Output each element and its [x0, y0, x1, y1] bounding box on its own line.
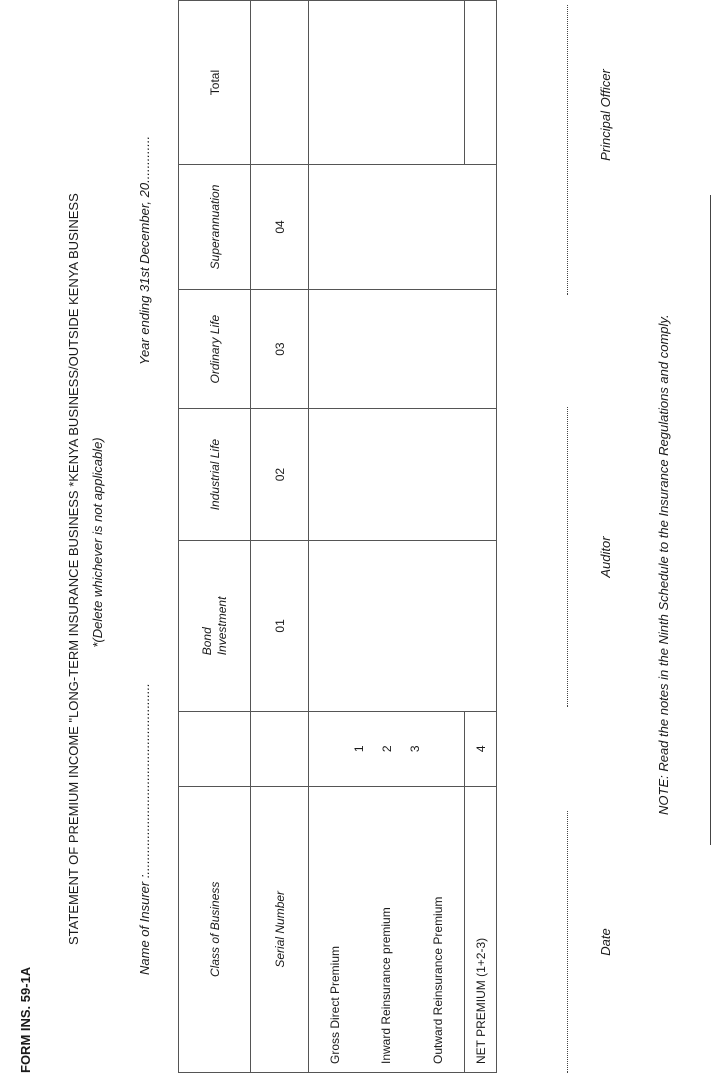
- year-ending-field: Year ending 31st December, 20.............: [137, 135, 152, 365]
- row-label-gross-direct: Gross Direct Premium: [327, 945, 342, 1064]
- serial-blank-cell: [251, 712, 309, 787]
- class-of-business-header: Class of Business: [179, 786, 251, 1072]
- form-title: STATEMENT OF PREMIUM INCOME "LONG-TERM INSURANCE BUSINESS *KENYA BUSINESS/OUTSIDE KENYA BUSINESS: [66, 193, 81, 945]
- row-serial-2: 2: [379, 745, 394, 753]
- cell-superannuation-net[interactable]: [465, 165, 497, 290]
- cell-bond-premiums[interactable]: [309, 540, 465, 711]
- column-header-row: [179, 1, 251, 1073]
- serial-02: 02: [251, 409, 309, 540]
- cell-ordinary-net[interactable]: [465, 289, 497, 409]
- row-serial-1: 1: [351, 745, 366, 753]
- officer-signature-line: [567, 5, 568, 295]
- serial-number-header: Serial Number: [251, 786, 309, 1072]
- serial-04: 04: [251, 165, 309, 290]
- col-header-bond-line2: Investment: [214, 596, 229, 656]
- serial-03: 03: [251, 289, 309, 409]
- col-header-total: Total: [179, 1, 251, 165]
- row-label-outward-reinsurance: Outward Reinsurance Premium: [431, 896, 446, 1064]
- col-header-industrial-life: Industrial Life: [179, 409, 251, 540]
- principal-officer-label: Principal Officer: [598, 69, 613, 161]
- col-header-ordinary-life: Ordinary Life: [179, 289, 251, 409]
- date-signature-line: [567, 811, 568, 1073]
- cell-bond-net[interactable]: [465, 540, 497, 711]
- cell-ordinary-premiums[interactable]: [309, 289, 465, 409]
- col-header-bond-investment: [179, 540, 251, 711]
- net-premium-label: NET PREMIUM (1+2-3): [465, 786, 497, 1072]
- auditor-signature-line: [567, 407, 568, 707]
- net-premium-row: [465, 1, 497, 1073]
- serial-total: [251, 1, 309, 165]
- auditor-label: Auditor: [598, 536, 613, 578]
- cell-industrial-net[interactable]: [465, 409, 497, 540]
- serial-number-row: [251, 1, 309, 1073]
- form-id: FORM INS. 59-1A: [18, 966, 33, 1073]
- bottom-rule: [710, 195, 711, 845]
- row-serial-3: 3: [407, 745, 422, 753]
- header-blank-cell: [179, 712, 251, 787]
- cell-total-premiums[interactable]: [309, 1, 465, 165]
- premium-rows: [309, 1, 465, 1073]
- col-header-bond-line1: Bond: [199, 627, 214, 656]
- regulations-note: NOTE: Read the notes in the Ninth Schedule to the Insurance Regulations and comply.: [656, 314, 671, 815]
- row-label-inward-reinsurance: Inward Reinsurance premium: [379, 907, 394, 1064]
- cell-total-net[interactable]: [465, 1, 497, 165]
- insurer-name-field: Name of Insurer :.....................................................: [137, 683, 152, 975]
- date-label: Date: [598, 928, 613, 956]
- cell-industrial-premiums[interactable]: [309, 409, 465, 540]
- cell-superannuation-premiums[interactable]: [309, 165, 465, 290]
- serial-01: 01: [251, 540, 309, 711]
- premium-income-table: [178, 0, 497, 1073]
- col-header-superannuation: Superannuation: [179, 165, 251, 290]
- net-premium-serial: 4: [465, 712, 497, 787]
- row-labels-cell: [309, 786, 465, 1072]
- form-subtitle: *(Delete whichever is not applicable): [90, 437, 105, 648]
- row-serials-cell: [309, 712, 465, 787]
